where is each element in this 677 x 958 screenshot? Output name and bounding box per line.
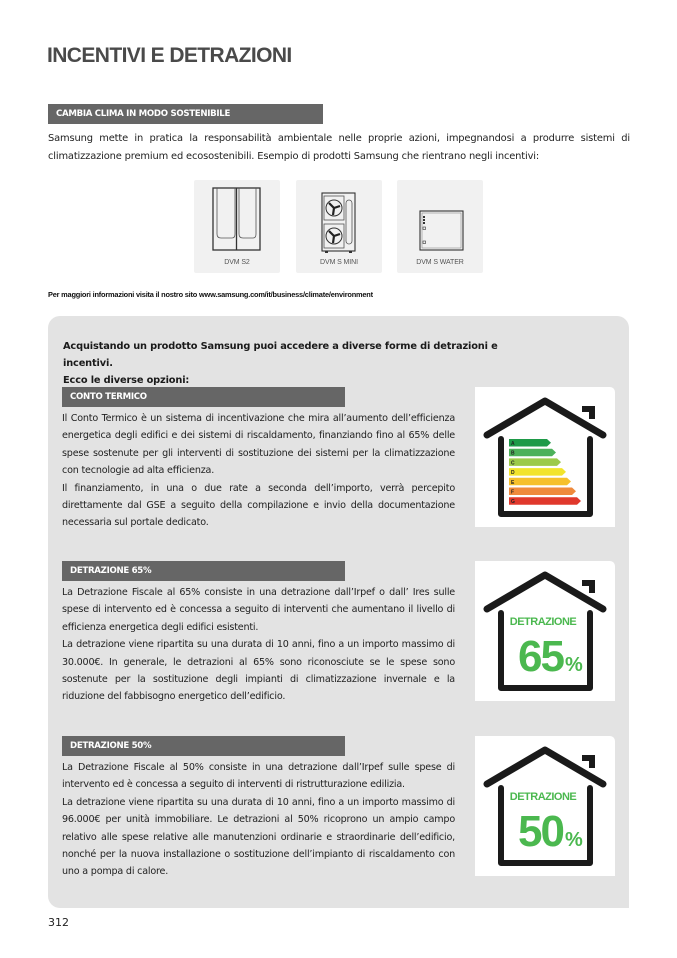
detrazione-65-heading: DETRAZIONE 65% <box>62 561 345 581</box>
energy-class-label: D <box>511 470 515 477</box>
energy-class-label: F <box>511 489 515 496</box>
energy-class-bar-d <box>509 468 566 476</box>
page-title: INCENTIVI E DETRAZIONI <box>47 44 292 67</box>
energy-label-house-card <box>475 387 615 527</box>
energy-class-bar-c <box>509 458 561 466</box>
percent-value: 65 <box>518 632 563 681</box>
percent-value: 50 <box>518 807 563 856</box>
percent-house-65-icon <box>475 561 615 701</box>
conto-termico-heading: CONTO TERMICO <box>62 387 345 407</box>
energy-class-bar-e <box>509 478 571 486</box>
energy-label-house-icon <box>475 387 615 527</box>
energy-class-bar-f <box>509 488 576 496</box>
percent-sign: % <box>565 829 583 851</box>
panel-lead-line-2: Ecco le diverse opzioni: <box>63 375 190 386</box>
page-number: 312 <box>48 916 69 929</box>
product-card-dvm-s-water <box>397 180 483 273</box>
paragraph: La Detrazione Fiscale al 50% consiste in una detrazione dall’Irpef sulle spese di intervento ed è concessa a seguito di interventi di ristrutturazione edilizia. <box>62 762 455 791</box>
intro-text: Samsung mette in pratica la responsabilità ambientale nelle proprie azioni, impegnandosi a produrre sistemi di climatizzazione premium ed ecosostenibili. Esempio di prodotti Samsung che rientrano negli incentivi: <box>48 133 630 162</box>
detrazione-label: DETRAZIONE <box>509 616 577 628</box>
energy-class-label: C <box>511 460 515 467</box>
conto-termico-text <box>62 410 455 532</box>
detrazione-50-house-card <box>475 736 615 876</box>
paragraph: Il finanziamento, in una o due rate a seconda dell’importo, verrà percepito direttamente dal GSE a seguito della compilazione e invio della documentazione necessaria sul portale dedicato. <box>62 482 455 529</box>
product-label: DVM S WATER <box>416 259 464 266</box>
panel-lead <box>63 338 543 389</box>
product-label: DVM S2 <box>224 259 250 266</box>
detrazione-50-text <box>62 759 455 881</box>
energy-class-label: G <box>511 499 515 506</box>
product-card-dvm-s-mini <box>296 180 382 273</box>
panel-lead-line-1: Acquistando un prodotto Samsung puoi accedere a diverse forme di detrazioni e incentivi. <box>63 341 498 369</box>
paragraph: La detrazione viene ripartita su una durata di 10 anni, fino a un importo massimo di 96.000€ per unità immobiliare. Le detrazioni al 50% ricoprono un ampio campo relativo alle spese relative alle manutenzioni ordinarie e straordinarie dell’edificio, nonché per la nuova installazione o sostituzione dell’impianto di riscaldamento con uno a pompa di calore. <box>62 796 455 878</box>
product-card-dvm-s2 <box>194 180 280 273</box>
intro-section-heading: CAMBIA CLIMA IN MODO SOSTENIBILE <box>48 104 323 124</box>
energy-class-bar-g <box>509 497 581 505</box>
energy-class-bar-b <box>509 449 556 457</box>
product-label: DVM S MINI <box>320 259 358 266</box>
paragraph: Il Conto Termico è un sistema di incentivazione che mira all’aumento dell’efficienza energetica degli edifici e dei sistemi di riscaldamento, finanziando fino al 65% delle spese sostenute per gli interventi di sostituzione dei sistemi per la climatizzazione con tecnologie ad alta efficienza. <box>62 413 455 477</box>
detrazione-65-text <box>62 584 455 706</box>
detrazione-50-heading: DETRAZIONE 50% <box>62 736 345 756</box>
paragraph: La detrazione viene ripartita su una durata di 10 anni, fino a un importo massimo di 30.000€. In generale, le detrazioni al 65% sono riconosciute se le spese sono sostenute per la sostituzione degli impianti di climatizzazione invernale e la riduzione del fabbisogno energetico dell’edificio. <box>62 639 455 703</box>
percent-house-50-icon <box>475 736 615 876</box>
energy-class-label: B <box>511 450 515 457</box>
energy-class-bars <box>509 439 581 505</box>
energy-class-label: A <box>511 441 515 447</box>
percent-sign: % <box>565 654 583 676</box>
detrazione-65-house-card <box>475 561 615 701</box>
more-info-link-text: Per maggiori informazioni visita il nostro sito www.samsung.com/it/business/climate/environment <box>48 290 373 299</box>
detrazione-label: DETRAZIONE <box>509 791 577 803</box>
paragraph: La Detrazione Fiscale al 65% consiste in una detrazione dall’Irpef o dall’ Ires sulle spese di intervento ed è concessa a seguito di interventi che aumentano il livello di efficienza energetica degli edifici esistenti. <box>62 587 455 633</box>
energy-class-bar-a <box>509 439 551 447</box>
energy-class-label: E <box>511 479 515 486</box>
